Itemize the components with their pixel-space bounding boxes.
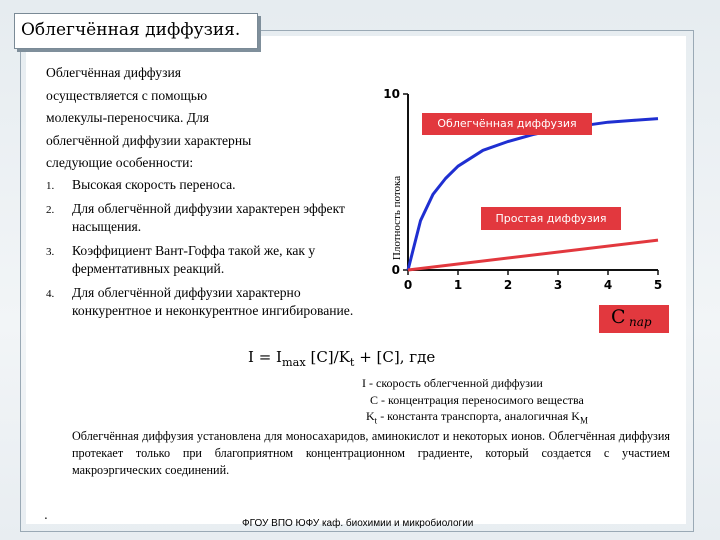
x-axis-label-box xyxy=(599,305,669,333)
x-tick-label: 5 xyxy=(653,278,663,292)
summary-paragraph: Облегчённая диффузия установлена для моносахаридов, аминокислот и некоторых ионов. Облегчённая диффузия протекает только при благоприятном концентрационном градиенте, который создается с участием макроэргических соединений. xyxy=(72,429,670,477)
x-tick-label: 2 xyxy=(503,278,513,292)
list-item xyxy=(46,200,376,236)
x-axis-label-sub: пар xyxy=(629,315,652,329)
formula-lhs: I = I xyxy=(248,348,282,366)
bullet-dot: . xyxy=(44,508,48,522)
list-text: Коэффициент Вант-Гоффа такой же, как у ферментативных реакций. xyxy=(72,243,316,276)
legend-km-sub: M xyxy=(579,415,588,426)
list-text: Высокая скорость переноса. xyxy=(72,177,236,192)
simple-diffusion-label: Простая диффузия xyxy=(481,207,621,230)
list-item xyxy=(46,176,376,194)
legend-line: I - скорость облегченной диффузии xyxy=(362,376,543,390)
x-tick-label: 1 xyxy=(453,278,463,292)
list-item xyxy=(46,242,376,278)
formula-kt-sub: t xyxy=(349,356,355,369)
formula-rhs: + [C], где xyxy=(354,348,436,366)
y-tick-label: 0 xyxy=(391,263,400,277)
x-tick-label: 3 xyxy=(553,278,563,292)
facilitated-diffusion-label: Облегчённая диффузия xyxy=(422,113,592,135)
list-text: Для облегчённой диффузии характерен эффект насыщения. xyxy=(72,201,345,234)
formula-legend xyxy=(358,375,688,429)
y-tick-label: 10 xyxy=(383,87,400,101)
list-number: 4. xyxy=(46,288,55,300)
facilitated-diffusion-line xyxy=(408,119,658,270)
intro-line: молекулы-переносчика. Для xyxy=(46,110,210,125)
legend-line xyxy=(366,408,688,429)
formula-imax-sub: max xyxy=(281,356,306,369)
intro-text xyxy=(46,62,366,175)
legend-kt-text: - константа транспорта, аналогичная K xyxy=(377,409,580,423)
title-box xyxy=(14,13,258,49)
intro-line: следующие особенности: xyxy=(46,155,194,170)
legend-kt-sub: t xyxy=(374,415,378,426)
list-number: 2. xyxy=(46,204,55,216)
simple-diffusion-line xyxy=(408,240,658,270)
list-item xyxy=(46,284,376,320)
x-tick-label: 4 xyxy=(603,278,613,292)
list-number: 1. xyxy=(46,180,55,192)
list-text: Для облегчённой диффузии характерно конкурентное и неконкурентное ингибирование. xyxy=(72,285,354,318)
intro-line: осуществляется с помощью xyxy=(46,87,208,103)
list-number: 3. xyxy=(46,246,55,258)
x-axis-label-symbol: С xyxy=(611,306,626,328)
formula-mid: [C]/K xyxy=(305,348,350,366)
legend-line: С - концентрация переносимого вещества xyxy=(370,392,584,407)
intro-line: Облегчённая диффузия xyxy=(46,65,181,80)
y-axis-label: Плотность потока xyxy=(391,175,403,261)
x-tick-label: 0 xyxy=(403,278,413,292)
legend-kt: K xyxy=(366,409,375,423)
features-list xyxy=(46,176,376,326)
slide-title: Облегчённая диффузия. xyxy=(21,20,241,40)
intro-line: облегчённой диффузии характерны xyxy=(46,132,252,148)
footer-text: ФГОУ ВПО ЮФУ каф. биохимии и микробиологии xyxy=(242,518,474,529)
michaelis-formula xyxy=(248,348,435,369)
